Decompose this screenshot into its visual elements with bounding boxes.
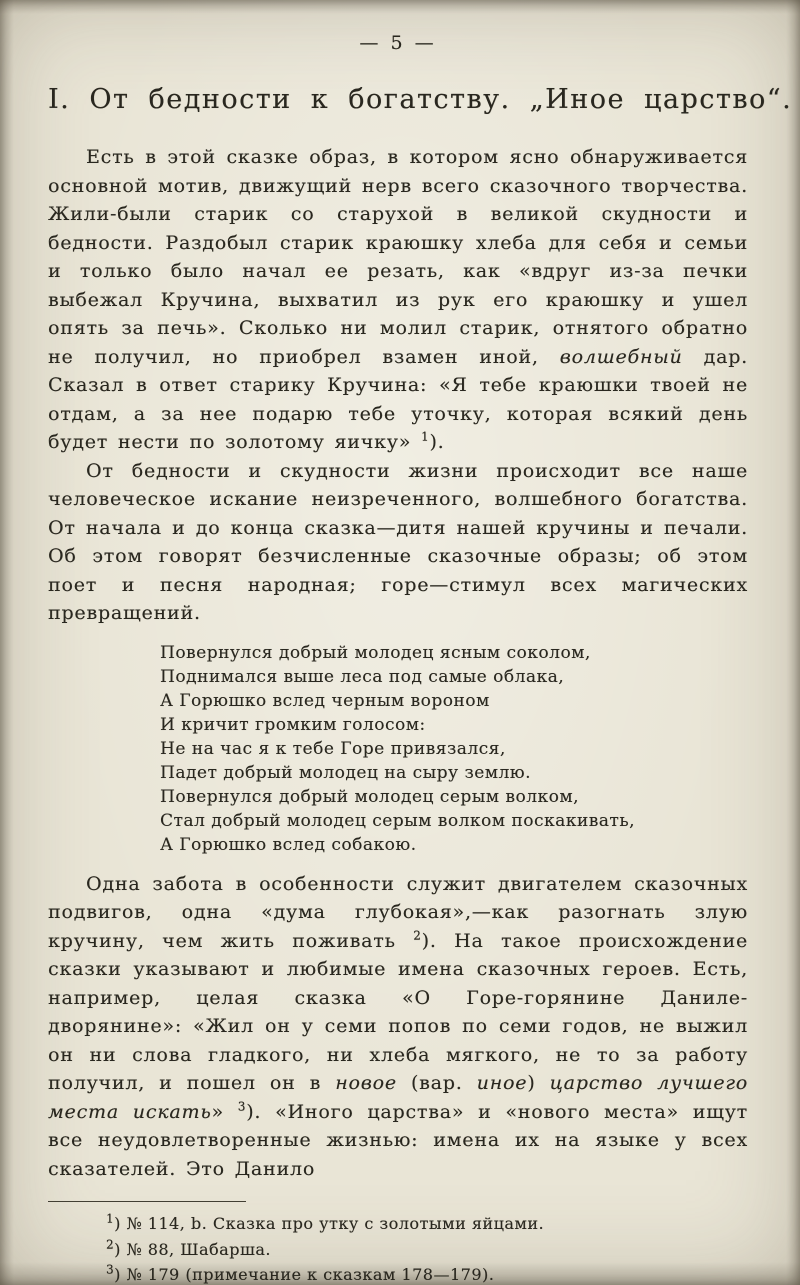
footnote-ref: 3: [237, 1099, 247, 1114]
verse-line: А Горюшко вслед черным вороном: [160, 690, 490, 711]
text-run: От бедности и скудности жизни происходит все наше человеческое искание неизреченного, волшебного богатства. От начала и до конца сказка—дитя нашей кручины и печали. Об этом говорят безчисленные сказочные образы; об этом поет и песня народная; горе—стимул всех магических превращений.: [48, 459, 748, 624]
paragraph-1: [48, 143, 748, 457]
footnote-text: ) № 114, b. Сказка про утку с золотыми яйцами.: [114, 1214, 545, 1233]
verse-line: И кричит громким голосом:: [160, 714, 426, 735]
footnote: [106, 1237, 748, 1263]
footnote-marker: 1: [106, 1211, 115, 1226]
footnote-marker: 2: [106, 1237, 115, 1252]
verse-line: А Горюшко вслед собакою.: [160, 834, 417, 855]
footnote-list: [48, 1211, 748, 1285]
footnotes-section: [48, 1201, 748, 1285]
footnote-ref: 1: [421, 429, 430, 444]
verse-line: Стал добрый молодец серым волком поскакивать,: [160, 810, 635, 831]
paragraph-3: [48, 870, 748, 1184]
text-run: ). «Иного царства» и «нового места» ищут все неудовлетворенные жизнью: имена их на языке у всех сказателей. Это Данило: [48, 1100, 748, 1180]
verse-line: Повернулся добрый молодец ясным соколом,: [160, 642, 591, 663]
text-run: »: [211, 1100, 238, 1123]
text-run: ). На такое происхождение сказки указывают и любимые имена сказочных героев. Есть, например, целая сказка «О Горе-горянине Даниле-дворянине»: «Жил он у семи попов по семи годов, не выжил он ни слова гладкого, ни хлеба мягкого, не то за работу получил, и пошел он в: [48, 929, 748, 1094]
text-run: новое: [335, 1072, 397, 1094]
verse-line: Повернулся добрый молодец серым волком,: [160, 786, 580, 807]
chapter-title: I. От бедности к богатству. „Иное царство“.: [48, 84, 793, 115]
text-run: волшебный: [559, 345, 683, 368]
text-run: царство лучшего места искать: [48, 1072, 749, 1123]
text-run: ).: [429, 431, 445, 453]
text-run: Есть в этой сказке образ, в котором ясно обнаруживается основной мотив, движущий нерв всего сказочного творчества. Жили-были старик со старухой в великой скудности и бедности. Раздобыл старик краюшку хлеба для себя и семьи и только было начал ее резать, как «вдруг из-за печки выбежал Кручина, выхватил из рук его краюшку и ушел опять за печь». Сколько ни молил старик, отнятого обратно не получил, но приобрел взамен иной,: [48, 146, 748, 368]
paragraph-2: [48, 457, 748, 628]
page-content: [48, 18, 793, 1285]
text-run: (вар.: [396, 1072, 477, 1094]
footnote-divider: [48, 1201, 246, 1202]
verse-line: Не на час я к тебе Горе привязался,: [160, 738, 506, 759]
page-number: — 5 —: [359, 32, 437, 54]
footnote-marker: 3: [106, 1262, 115, 1277]
text-run: иное: [476, 1072, 528, 1094]
verse-line: Поднимался выше леса под самые облака,: [160, 666, 565, 687]
text-run: ): [527, 1072, 550, 1094]
text-run: Одна забота в особенности служит двигателем сказочных подвигов, одна «дума глубокая»,—как разогнать злую кручину, чем жить поживать: [48, 872, 748, 952]
footnote-text: ) № 179 (примечание к сказкам 178—179).: [114, 1265, 495, 1284]
text-run: дар. Сказал в ответ старику Кручина: «Я тебе краюшки твоей не отдам, а за нее подарю тебе уточку, которая всякий день будет нести по золотому яичку»: [48, 345, 748, 453]
verse-line: Падет добрый молодец на сыру землю.: [160, 762, 532, 783]
footnote: [106, 1262, 748, 1285]
verse-block: [160, 641, 748, 857]
footnote: [106, 1211, 748, 1237]
footnote-ref: 2: [413, 928, 422, 943]
footnote-text: ) № 88, Шабарша.: [114, 1239, 271, 1259]
